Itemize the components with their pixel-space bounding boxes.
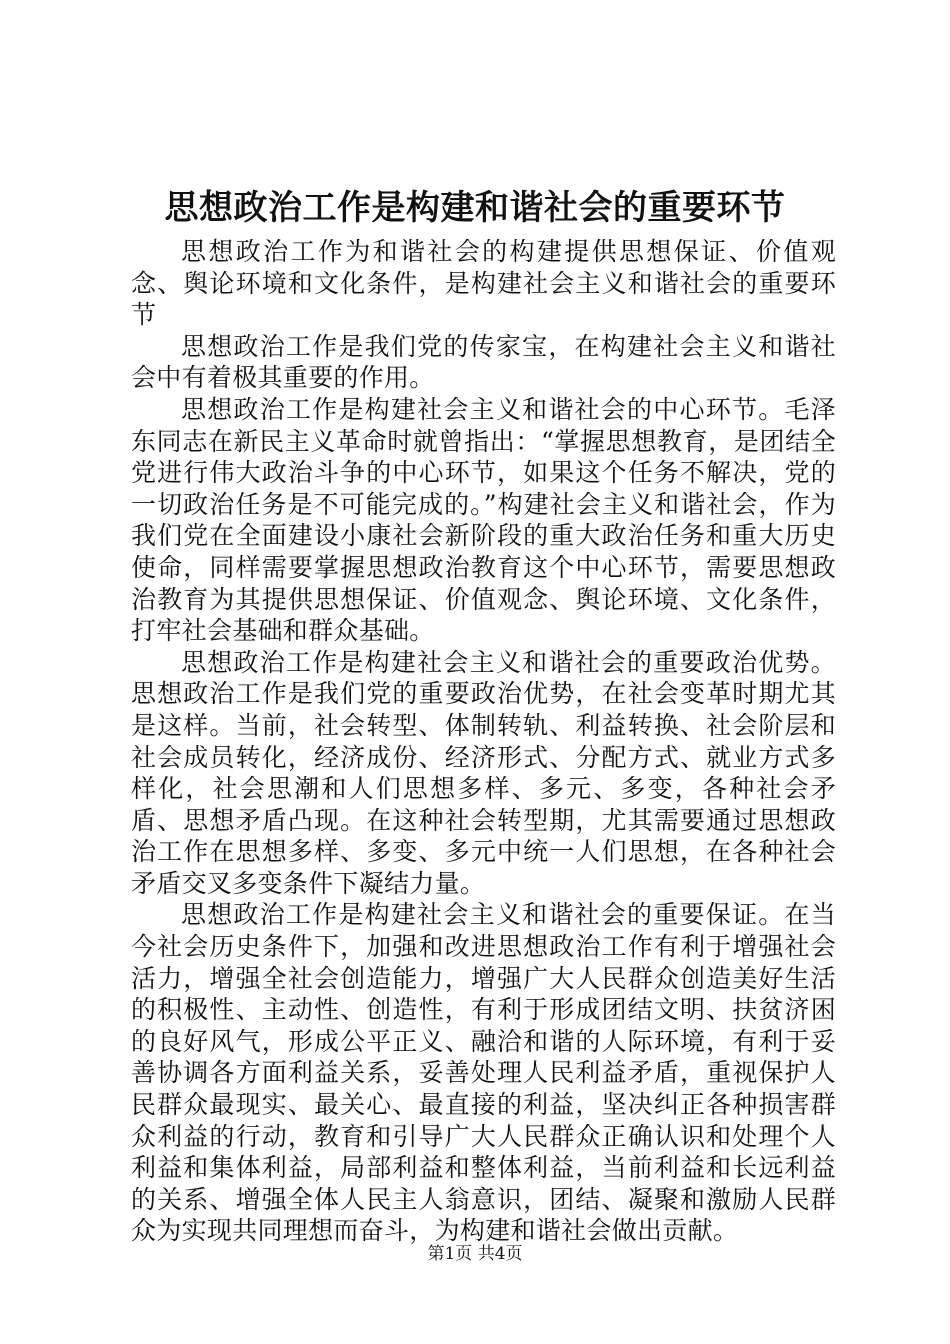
paragraph-5: 思想政治工作是构建社会主义和谐社会的重要保证。在当今社会历史条件下，加强和改进思想政治工作有利于增强社会活力，增强全社会创造能力，增强广大人民群众创造美好生活的积极性、主动性、创造性，有利于形成团结文明、扶贫济困的良好风气，形成公平正义、融洽和谐的人际环境，有利于妥善协调各方面利益关系，妥善处理人民利益矛盾，重视保护人民群众最现实、最关心、最直接的利益，坚决纠正各种损害群众利益的行动，教育和引导广大人民群众正确认识和处理个人利益和集体利益，局部利益和整体利益，当前利益和长远利益的关系、增强全体人民主人翁意识，团结、凝聚和激励人民群众为实现共同理想而奋斗，为构建和谐社会做出贡献。 <box>131 900 836 1246</box>
paragraph-1: 思想政治工作为和谐社会的构建提供思想保证、价值观念、舆论环境和文化条件，是构建社会主义和谐社会的重要环节 <box>131 237 836 330</box>
paragraph-2: 思想政治工作是我们党的传家宝，在构建社会主义和谐社会中有着极其重要的作用。 <box>131 331 836 393</box>
page-footer: 第1页 共4页 <box>427 1244 523 1264</box>
paragraph-4: 思想政治工作是构建社会主义和谐社会的重要政治优势。思想政治工作是我们党的重要政治优势，在社会变革时期尤其是这样。当前，社会转型、体制转轨、利益转换、社会阶层和社会成员转化，经济成份、经济形式、分配方式、就业方式多样化，社会思潮和人们思想多样、多元、多变，各种社会矛盾、思想矛盾凸现。在这种社会转型期，尤其需要通过思想政治工作在思想多样、多变、多元中统一人们思想，在各种社会矛盾交叉多变条件下凝结力量。 <box>131 647 836 898</box>
document-body <box>131 236 836 1247</box>
document-title: 思想政治工作是构建和谐社会的重要环节 <box>164 188 786 228</box>
paragraph-3: 思想政治工作是构建社会主义和谐社会的中心环节。毛泽东同志在新民主义革命时就曾指出：“掌握思想教育，是团结全党进行伟大政治斗争的中心环节，如果这个任务不解决，党的一切政治任务是不可能完成的。”构建社会主义和谐社会，作为我们党在全面建设小康社会新阶段的重大政治任务和重大历史使命，同样需要掌握思想政治教育这个中心环节，需要思想政治教育为其提供思想保证、价值观念、舆论环境、文化条件，打牢社会基础和群众基础。 <box>131 394 836 646</box>
